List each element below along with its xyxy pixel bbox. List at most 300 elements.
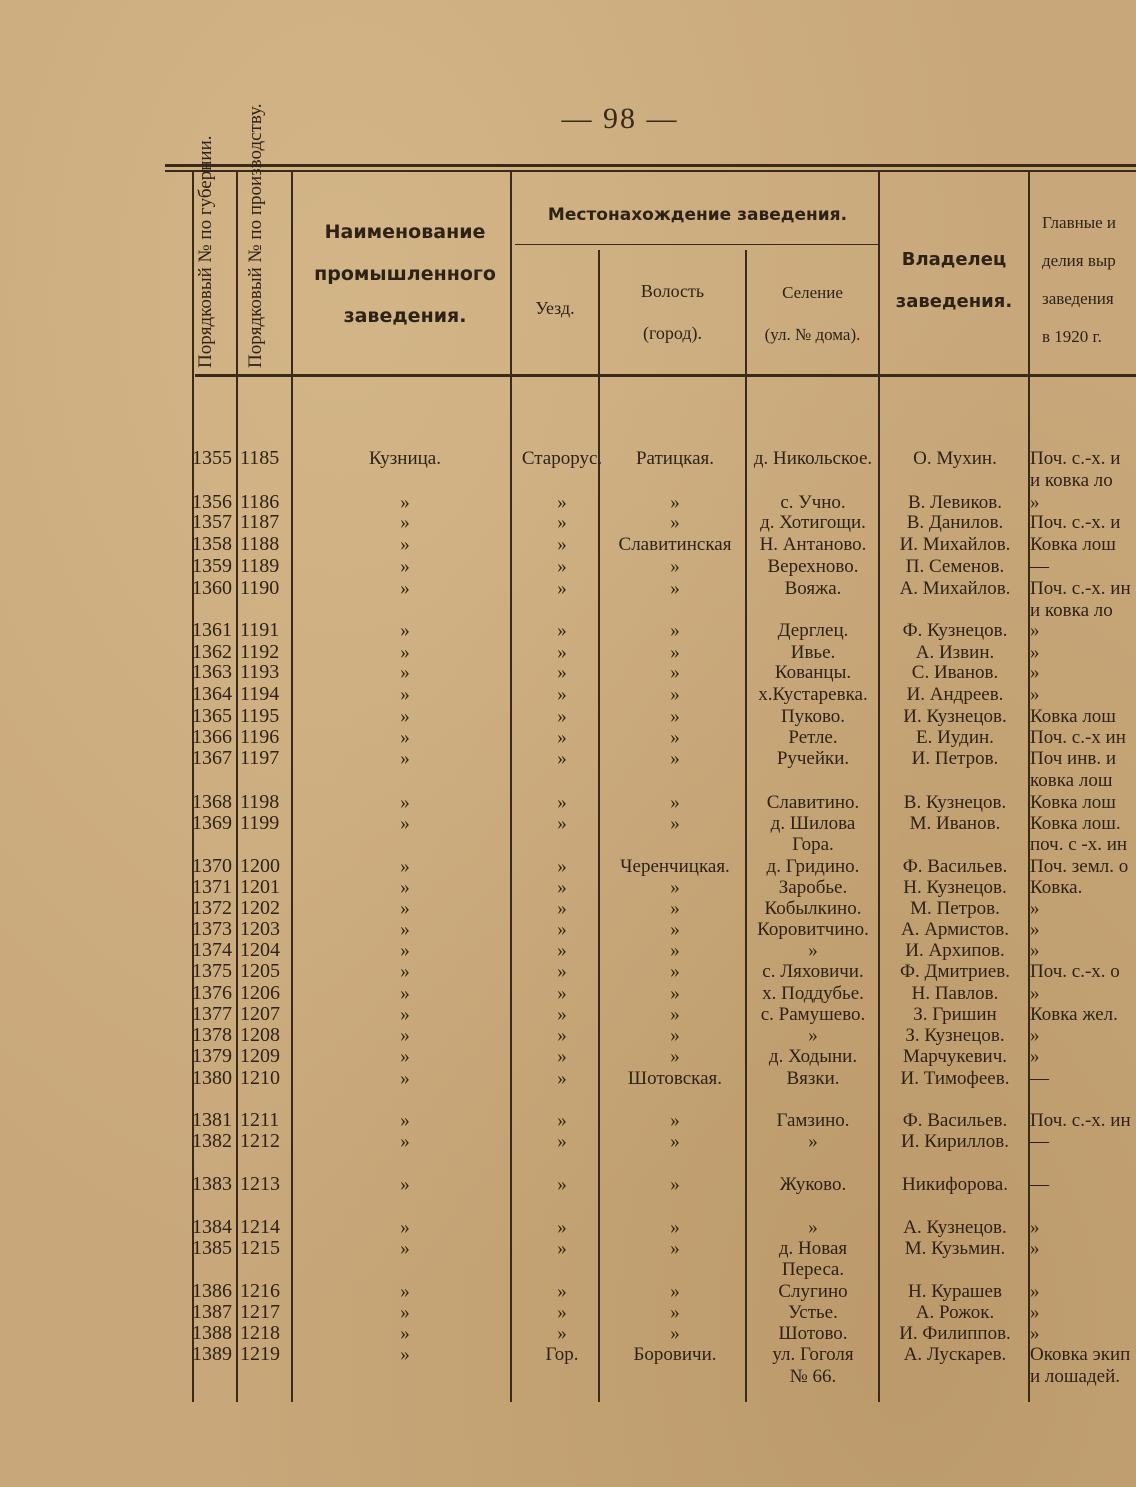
cell-n1: 1364 [192,683,232,705]
cell-selenie: Дерглец. [777,620,849,641]
table-row [0,1217,1136,1238]
cell-n1: 1389 [192,1343,232,1365]
cell-prod: » [1030,919,1040,940]
cell-uezd: » [557,898,567,919]
cell-n1: 1379 [192,1045,232,1067]
cell-n1: 1355 [192,447,232,469]
table-row [0,556,1136,577]
table-row [0,600,1136,621]
cell-volost: » [670,813,680,834]
cell-prod: » [1030,898,1040,919]
cell-owner: Н. Павлов. [911,983,999,1004]
cell-n2: 1212 [240,1130,280,1152]
cell-n2: 1206 [240,982,280,1004]
cell-owner: И. Михайлов. [899,534,1011,555]
cell-uezd: » [557,1046,567,1067]
cell-n2: 1191 [240,619,280,641]
table-row [0,834,1136,855]
cell-volost: » [670,642,680,663]
cell-name: » [400,620,410,641]
cell-uezd: » [557,706,567,727]
cell-uezd: » [557,1131,567,1152]
cell-selenie: с. Рамушево. [760,1004,866,1025]
header-selenie-line2: (ул. № дома). [764,325,861,344]
cell-n2: 1200 [240,855,280,877]
cell-volost: Ратицкая. [635,448,714,469]
table-row [0,1323,1136,1344]
cell-prod: » [1030,642,1040,663]
cell-volost: » [670,578,680,599]
cell-name: » [400,1004,410,1025]
table-row [0,1302,1136,1323]
cell-prod: » [1030,1281,1040,1302]
cell-selenie: д. Новая [778,1238,848,1259]
cell-owner: А. Лускарев. [903,1344,1007,1365]
cell-n1: 1367 [192,747,232,769]
cell-prod: » [1030,1217,1040,1238]
cell-name: » [400,1238,410,1259]
cell-n1: 1361 [192,619,232,641]
cell-owner: М. Петров. [910,898,1000,919]
header-name-line1: Наименование [324,221,486,243]
cell-n1: 1356 [192,491,232,513]
cell-n2: 1203 [240,918,280,940]
cell-volost: Боровичи. [633,1344,717,1365]
cell-volost: » [670,684,680,705]
cell-n1: 1375 [192,960,232,982]
cell-prod: » [1030,492,1040,513]
cell-selenie: Пересa. [781,1259,845,1280]
cell-uezd: » [557,1068,567,1089]
cell-name: » [400,534,410,555]
cell-volost: » [670,1281,680,1302]
cell-selenie: Гамзино. [776,1110,850,1131]
cell-n2: 1213 [240,1173,280,1195]
cell-uezd: » [557,662,567,683]
cell-name: » [400,1174,410,1195]
cell-owner: В. Левиков. [908,492,1002,513]
cell-uezd: » [557,620,567,641]
cell-owner: Марчукевич. [902,1046,1008,1067]
table-row [0,983,1136,1004]
cell-owner: И. Кириллов. [901,1131,1009,1152]
cell-selenie: Ретле. [788,727,838,748]
cell-prod: Ковка жел. [1030,1004,1118,1025]
cell-n2: 1195 [240,705,280,727]
cell-name: » [400,1046,410,1067]
cell-prod: » [1030,983,1040,1004]
table-row [0,620,1136,641]
cell-n2: 1207 [240,1003,280,1025]
cell-n1: 1362 [192,641,232,663]
cell-selenie: д. Шилова [770,813,856,834]
header-products-line1: Главные и [1042,213,1117,232]
cell-selenie: х.Кустаревка. [758,684,868,705]
cell-selenie: » [808,1025,818,1046]
table-row [0,1281,1136,1302]
cell-name: » [400,662,410,683]
header-selenie [747,282,878,346]
cell-prod: — [1030,556,1049,577]
header-name-line2: промышленного [314,263,496,285]
cell-volost: Черенчицкая. [620,856,730,877]
cell-volost: Славитинская [618,534,732,555]
cell-owner: И. Филиппов. [899,1323,1011,1344]
cell-prod: — [1030,1068,1049,1089]
cell-name: » [400,961,410,982]
cell-name: » [400,1281,410,1302]
cell-uezd: » [557,1238,567,1259]
cell-uezd: » [557,983,567,1004]
cell-volost: » [670,1302,680,1323]
table-row [0,470,1136,491]
cell-selenie: д. Ходыни. [768,1046,858,1067]
cell-prod: и ковка ло [1030,600,1113,621]
table-row [0,578,1136,599]
table-row [0,448,1136,469]
cell-n2: 1204 [240,939,280,961]
cell-owner: С. Иванов. [911,662,999,683]
cell-name: » [400,1302,410,1323]
cell-prod: » [1030,684,1040,705]
header-name [300,220,510,328]
cell-owner: М. Иванов. [909,813,1001,834]
cell-uezd: » [557,813,567,834]
cell-n1: 1383 [192,1173,232,1195]
cell-name: » [400,792,410,813]
cell-n1: 1363 [192,661,232,683]
cell-uezd: » [557,492,567,513]
cell-uezd: » [557,1004,567,1025]
cell-owner: Е. Иудин. [916,727,994,748]
cell-prod: ковка лош [1030,770,1113,791]
table-row [0,1068,1136,1089]
cell-uezd: » [557,578,567,599]
cell-n2: 1218 [240,1322,280,1344]
table-row [0,492,1136,513]
table-row [0,877,1136,898]
cell-n1: 1386 [192,1280,232,1302]
cell-n2: 1196 [240,726,280,748]
top-rule [165,164,1136,167]
cell-name: » [400,919,410,940]
cell-n2: 1209 [240,1045,280,1067]
cell-uezd: » [557,1217,567,1238]
cell-selenie: ул. Гоголя [772,1344,854,1365]
cell-n1: 1372 [192,897,232,919]
table-row [0,684,1136,705]
cell-prod: » [1030,940,1040,961]
cell-selenie: » [808,940,818,961]
cell-selenie: Жуково. [779,1174,847,1195]
cell-n1: 1371 [192,876,232,898]
cell-name: » [400,1110,410,1131]
cell-name: » [400,1068,410,1089]
cell-n1: 1359 [192,555,232,577]
cell-uezd: » [557,919,567,940]
table-row [0,727,1136,748]
cell-name: » [400,706,410,727]
cell-volost: » [670,492,680,513]
cell-n2: 1217 [240,1301,280,1323]
cell-selenie: Славитино. [766,792,860,813]
table-row [0,792,1136,813]
cell-n2: 1189 [240,555,280,577]
cell-uezd: » [557,961,567,982]
cell-uezd: » [557,1281,567,1302]
cell-prod: » [1030,1323,1040,1344]
cell-owner: П. Семенов. [905,556,1005,577]
cell-volost: » [670,556,680,577]
cell-n1: 1368 [192,791,232,813]
cell-prod: — [1030,1174,1049,1195]
cell-owner: А. Армистов. [900,919,1010,940]
cell-selenie: » [808,1131,818,1152]
cell-name: » [400,877,410,898]
cell-n2: 1186 [240,491,280,513]
cell-selenie: » [808,1217,818,1238]
cell-prod: Ковка лош. [1030,813,1121,834]
table-row [0,919,1136,940]
cell-owner: А. Извин. [915,642,995,663]
cell-volost: » [670,512,680,533]
header-uezd: Уезд. [535,298,575,318]
cell-selenie: Слугино [778,1281,848,1302]
cell-selenie: с. Ляховичи. [762,961,864,982]
cell-selenie: д. Гридино. [766,856,860,877]
cell-volost: » [670,662,680,683]
cell-n1: 1378 [192,1024,232,1046]
cell-n1: 1369 [192,812,232,834]
cell-selenie: Заробье. [778,877,848,898]
cell-prod: » [1030,1025,1040,1046]
cell-prod: Поч. с.-х. и [1030,448,1121,469]
cell-n1: 1380 [192,1067,232,1089]
cell-owner: Ф. Дмитриев. [899,961,1011,982]
table-row [0,940,1136,961]
cell-owner: Ф. Васильев. [902,1110,1008,1131]
cell-prod: Ковка лош [1030,534,1116,555]
cell-uezd: » [557,856,567,877]
cell-n2: 1185 [240,447,280,469]
cell-uezd: » [557,877,567,898]
cell-uezd: » [557,1302,567,1323]
cell-uezd: » [557,534,567,555]
cell-owner: А. Михайлов. [899,578,1011,599]
header-col-production: Порядковый № по производству. [245,103,266,368]
cell-volost: » [670,1217,680,1238]
cell-n2: 1197 [240,747,280,769]
cell-n1: 1382 [192,1130,232,1152]
cell-prod: Ковка лош [1030,792,1116,813]
cell-n1: 1374 [192,939,232,961]
cell-n2: 1199 [240,812,280,834]
table-row [0,1025,1136,1046]
table-row [0,662,1136,683]
header-owner-line1: Владелец [901,249,1007,270]
cell-prod: » [1030,1302,1040,1323]
table-row [0,1046,1136,1067]
header-owner-line2: заведения. [895,291,1013,312]
cell-uezd: » [557,684,567,705]
cell-n2: 1192 [240,641,280,663]
cell-prod: Поч. с.-х. и [1030,512,1121,533]
cell-uezd: » [557,1110,567,1131]
cell-n1: 1358 [192,533,232,555]
cell-volost: » [670,1046,680,1067]
cell-volost: » [670,983,680,1004]
cell-selenie: Пуково. [780,706,846,727]
table-row [0,748,1136,769]
cell-name: » [400,512,410,533]
cell-n2: 1215 [240,1237,280,1259]
cell-prod: » [1030,620,1040,641]
cell-n1: 1357 [192,511,232,533]
cell-name: » [400,578,410,599]
header-volost-line1: Волость [640,281,705,301]
cell-name: » [400,1025,410,1046]
cell-n2: 1211 [240,1109,280,1131]
cell-selenie: д. Никольское. [753,448,873,469]
cell-n1: 1388 [192,1322,232,1344]
cell-name: » [400,1323,410,1344]
cell-selenie: Гора. [792,834,834,855]
header-products-line3: заведения [1042,289,1114,308]
cell-uezd: » [557,1025,567,1046]
header-products-line4: в 1920 г. [1042,327,1102,346]
cell-n1: 1376 [192,982,232,1004]
cell-selenie: Устье. [788,1302,838,1323]
cell-n2: 1187 [240,511,280,533]
cell-volost: » [670,727,680,748]
header-products [1032,212,1136,348]
cell-name: » [400,983,410,1004]
cell-uezd: » [557,556,567,577]
cell-n1: 1365 [192,705,232,727]
cell-volost: » [670,919,680,940]
cell-selenie: № 66. [789,1366,837,1387]
cell-prod: Поч. с.-х. ин [1030,578,1131,599]
cell-n2: 1219 [240,1343,280,1365]
cell-selenie: Верехново. [767,556,859,577]
location-subrule [515,244,880,245]
table-row [0,1110,1136,1131]
cell-prod: Ковка лош [1030,706,1116,727]
cell-uezd: » [557,940,567,961]
cell-owner: Ф. Васильев. [902,856,1008,877]
cell-volost: » [670,706,680,727]
table-row [0,1004,1136,1025]
header-owner [880,248,1028,314]
cell-name: » [400,898,410,919]
cell-uezd: » [557,748,567,769]
table-row [0,813,1136,834]
cell-selenie: Вояжа. [784,578,842,599]
cell-selenie: Н. Антаново. [759,534,867,555]
cell-name: » [400,1131,410,1152]
cell-selenie: Ивье. [790,642,836,663]
cell-n1: 1387 [192,1301,232,1323]
cell-n2: 1216 [240,1280,280,1302]
cell-owner: О. Мухин. [913,448,997,469]
cell-owner: И. Андреев. [906,684,1004,705]
cell-uezd: » [557,1323,567,1344]
cell-prod: » [1030,1238,1040,1259]
cell-volost: » [670,961,680,982]
table-row [0,1366,1136,1387]
cell-name: Кузница. [369,448,441,469]
cell-n2: 1210 [240,1067,280,1089]
table-row [0,706,1136,727]
cell-uezd: Гор. [545,1344,579,1365]
header-products-line2: делия выр [1042,251,1116,270]
cell-volost: Шотовская. [627,1068,723,1089]
table-row [0,1131,1136,1152]
cell-name: » [400,684,410,705]
cell-name: » [400,748,410,769]
cell-prod: Поч инв. и [1030,748,1117,769]
cell-name: » [400,813,410,834]
cell-owner: Н. Курашев [908,1281,1002,1302]
cell-name: » [400,642,410,663]
cell-n2: 1202 [240,897,280,919]
top-rule-2 [165,170,1136,172]
cell-volost: » [670,1025,680,1046]
cell-name: » [400,940,410,961]
cell-selenie: х. Поддубье. [762,983,864,1004]
header-selenie-line1: Селение [782,283,843,302]
cell-owner: В. Кузнецов. [903,792,1007,813]
cell-volost: » [670,1004,680,1025]
cell-owner: В. Данилов. [906,512,1004,533]
cell-n2: 1198 [240,791,280,813]
cell-n2: 1201 [240,876,280,898]
cell-n1: 1370 [192,855,232,877]
cell-n1: 1373 [192,918,232,940]
cell-prod: » [1030,1046,1040,1067]
cell-uezd: » [557,512,567,533]
cell-owner: М. Кузьмин. [904,1238,1006,1259]
cell-volost: » [670,898,680,919]
table-row [0,856,1136,877]
cell-owner: А. Рожок. [915,1302,995,1323]
cell-owner: И. Архипов. [905,940,1005,961]
cell-prod: поч. с -х. ин [1030,834,1128,855]
cell-n1: 1377 [192,1003,232,1025]
cell-n2: 1194 [240,683,280,705]
cell-prod: и лошадей. [1030,1366,1120,1387]
table-row [0,642,1136,663]
cell-owner: А. Кузнецов. [903,1217,1007,1238]
cell-name: » [400,856,410,877]
cell-n1: 1366 [192,726,232,748]
cell-n2: 1205 [240,960,280,982]
cell-n1: 1384 [192,1216,232,1238]
cell-n1: 1381 [192,1109,232,1131]
cell-volost: » [670,940,680,961]
header-location: Местонахождение заведения. [547,205,848,225]
cell-uezd: » [557,792,567,813]
table-row [0,1174,1136,1195]
cell-uezd: Старорус. [521,448,603,469]
cell-n1: 1385 [192,1237,232,1259]
table-row [0,961,1136,982]
cell-prod: Поч. с.-х. ин [1030,1110,1131,1131]
cell-prod: Поч. с.-х. о [1030,961,1120,982]
cell-owner: Никифорова. [901,1174,1008,1195]
cell-selenie: Кованцы. [774,662,852,683]
table-row [0,1259,1136,1280]
